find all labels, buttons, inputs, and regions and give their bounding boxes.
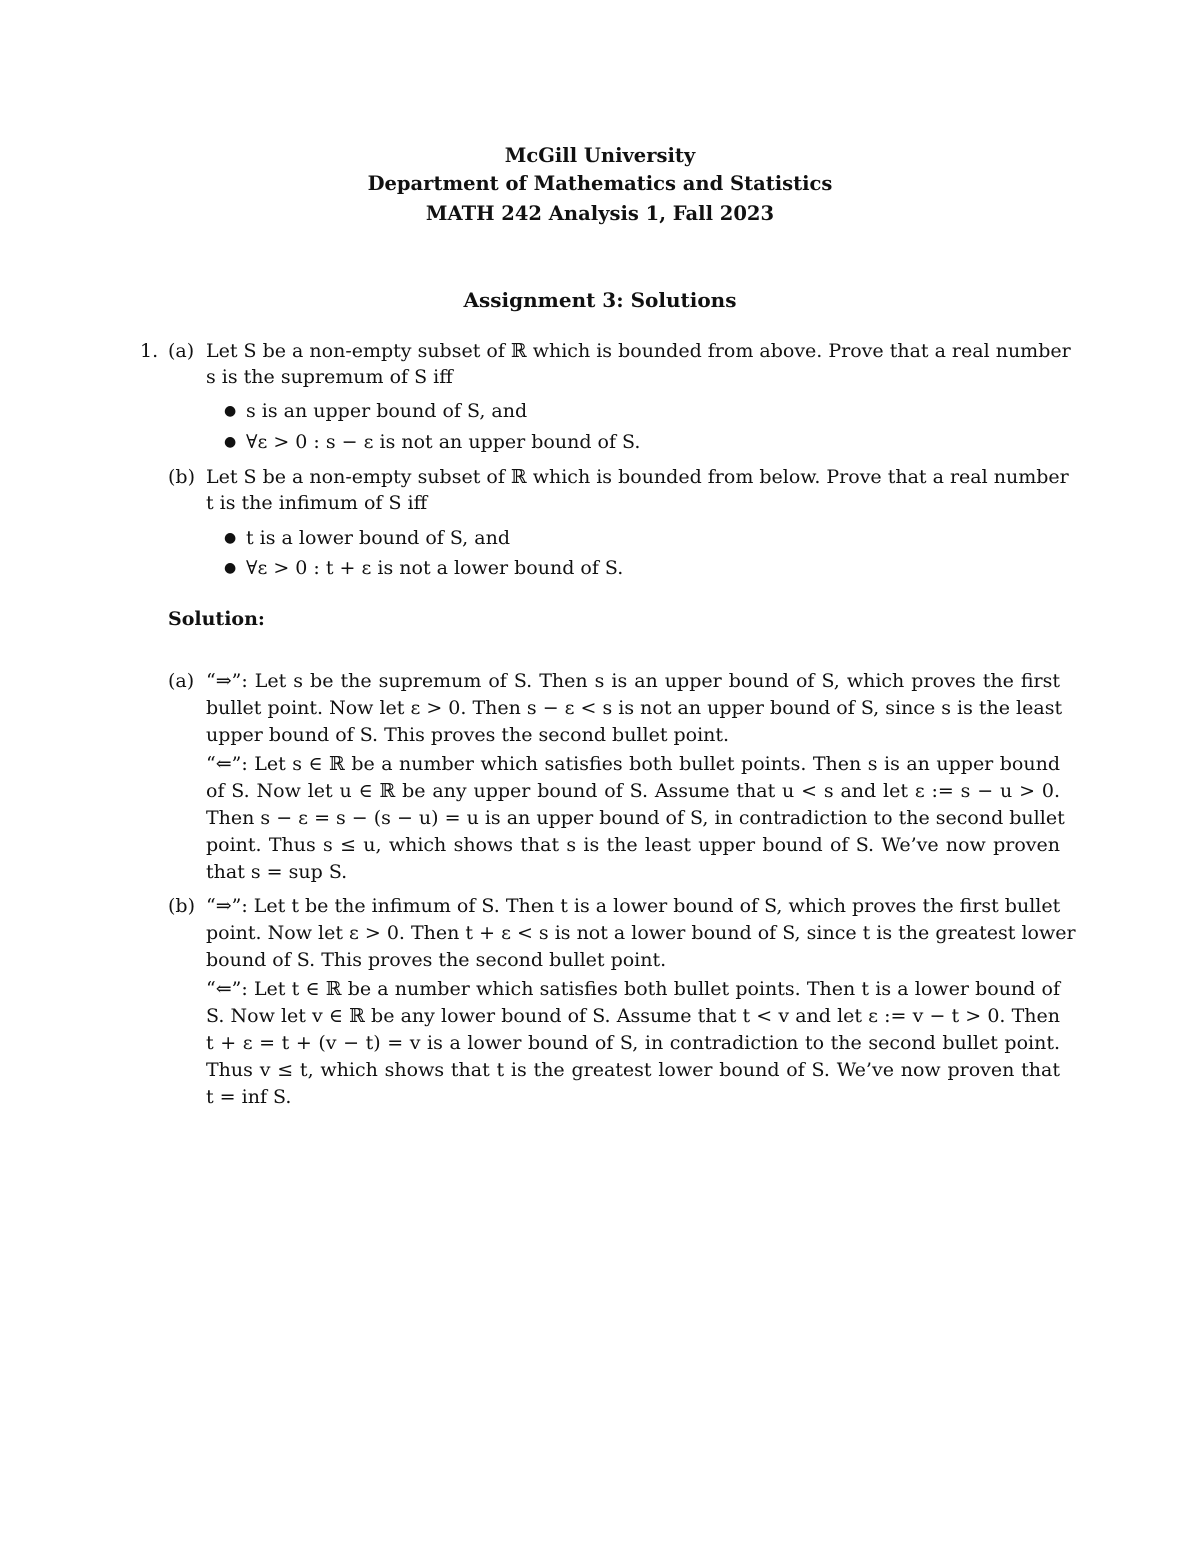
solution-a-line: Then s − ε = s − (s − u) = u is an upper bound of S, in contradiction to the second bullet bbox=[206, 807, 1065, 829]
part-a-label: (a) bbox=[168, 340, 195, 362]
part-a-bullet: s is an upper bound of S, and bbox=[246, 400, 528, 422]
bullet-icon: ● bbox=[224, 403, 237, 419]
solution-b-line: S. Now let v ∈ ℝ be any lower bound of S. Assume that t < v and let ε := v − t > 0. Then bbox=[206, 1005, 1060, 1027]
solution-a-line: bullet point. Now let ε > 0. Then s − ε < s is not an upper bound of S, since s is the least bbox=[206, 697, 1063, 719]
solution-b-line: point. Now let ε > 0. Then t + ε < s is not a lower bound of S, since t is the greatest lower bbox=[206, 922, 1076, 944]
solution-b-line: “⇐”: Let t ∈ ℝ be a number which satisfies both bullet points. Then t is a lower bound of bbox=[206, 978, 1060, 1000]
solution-b-line: t + ε = t + (v − t) = v is a lower bound of S, in contradiction to the second bullet point. bbox=[206, 1032, 1060, 1054]
part-a-statement-line: s is the supremum of S iff bbox=[206, 366, 453, 388]
part-b-bullet: ∀ε > 0 : t + ε is not a lower bound of S. bbox=[246, 557, 624, 579]
department-name: Department of Mathematics and Statistics bbox=[367, 172, 833, 195]
part-a-bullet: ∀ε > 0 : s − ε is not an upper bound of S. bbox=[246, 431, 641, 453]
solution-a-line: that s = sup S. bbox=[206, 861, 348, 883]
university-name: McGill University bbox=[504, 144, 696, 167]
solution-a-line: “⇒”: Let s be the supremum of S. Then s is an upper bound of S, which proves the first bbox=[206, 670, 1060, 692]
document-header bbox=[0, 142, 1200, 228]
part-a-statement-line: Let S be a non-empty subset of ℝ which is bounded from above. Prove that a real number bbox=[206, 340, 1071, 362]
solution-a-line: “⇐”: Let s ∈ ℝ be a number which satisfies both bullet points. Then s is an upper bound bbox=[206, 753, 1060, 775]
problem-number: 1. bbox=[140, 340, 159, 362]
part-b-statement-line: Let S be a non-empty subset of ℝ which is bounded from below. Prove that a real number bbox=[206, 466, 1069, 488]
part-b-statement-line: t is the infimum of S iff bbox=[206, 492, 428, 514]
solution-b-line: t = inf S. bbox=[206, 1086, 292, 1108]
solution-heading: Solution: bbox=[168, 608, 265, 630]
solution-b-label: (b) bbox=[168, 895, 195, 917]
solution-a-line: of S. Now let u ∈ ℝ be any upper bound of S. Assume that u < s and let ε := s − u > 0. bbox=[206, 780, 1060, 802]
course-title: MATH 242 Analysis 1, Fall 2023 bbox=[425, 202, 775, 225]
solution-a-line: point. Thus s ≤ u, which shows that s is the least upper bound of S. We’ve now proven bbox=[206, 834, 1060, 856]
part-b-bullet: t is a lower bound of S, and bbox=[246, 527, 510, 549]
bullet-icon: ● bbox=[224, 560, 237, 576]
part-b-label: (b) bbox=[168, 466, 195, 488]
bullet-icon: ● bbox=[224, 530, 237, 546]
solution-b-line: bound of S. This proves the second bullet point. bbox=[206, 949, 667, 971]
assignment-title: Assignment 3: Solutions bbox=[463, 288, 737, 312]
solution-b-line: “⇒”: Let t be the infimum of S. Then t is a lower bound of S, which proves the first bullet bbox=[206, 895, 1061, 917]
solution-a-label: (a) bbox=[168, 670, 195, 692]
bullet-icon: ● bbox=[224, 434, 237, 450]
solution-b-line: Thus v ≤ t, which shows that t is the greatest lower bound of S. We’ve now proven that bbox=[206, 1059, 1060, 1081]
solution-a-line: upper bound of S. This proves the second bullet point. bbox=[206, 724, 730, 746]
